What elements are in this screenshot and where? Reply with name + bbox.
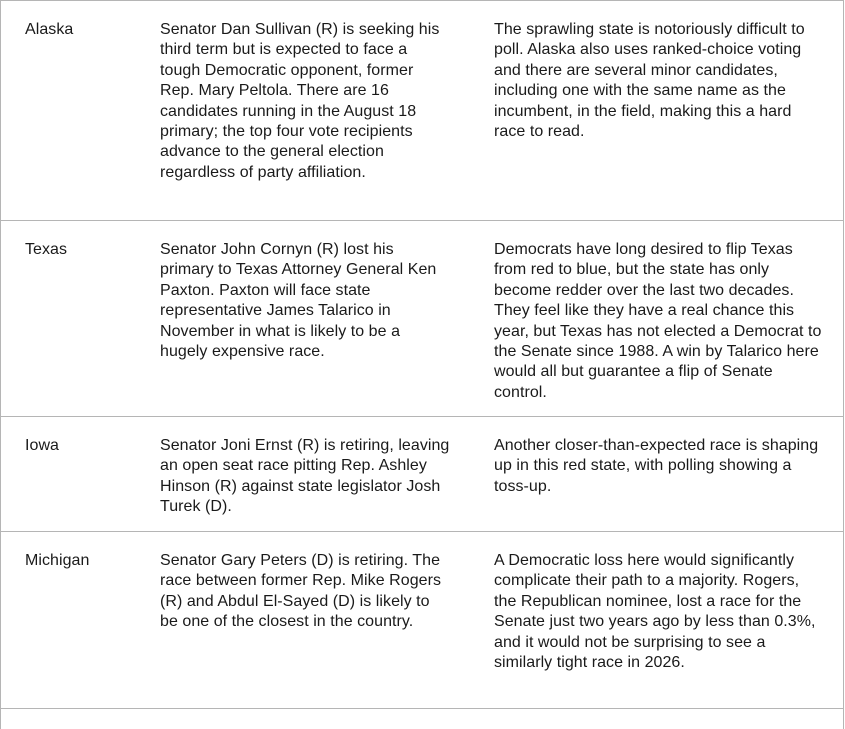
- race-description: Senator Dan Sullivan (R) is seeking his third term but is expected to face a tough Democratic opponent, former Rep. Mary Peltola. There are 16 candidates running in the August 18 primary; the top four vote recipients advance to the general election regardless of party affiliation.: [160, 21, 440, 181]
- race-analysis: Democrats have long desired to flip Texas from red to blue, but the state has only become redder over the last two decades. They feel like they have a real chance this year, but Texas has not elected a Democrat to the Senate since 1988. A win by Talarico here would all but guarantee a flip of Senate control.: [494, 241, 822, 401]
- table-row-partial: [1, 709, 843, 729]
- race-description: Senator Gary Peters (D) is retiring. The race between former Rep. Mike Rogers (R) and Abdul El-Sayed (D) is likely to be one of the closest in the country.: [160, 552, 442, 631]
- race-description: Senator John Cornyn (R) lost his primary to Texas Attorney General Ken Paxton. Paxton will face state representative James Talarico in November in what is likely to be a hugely expensive race.: [160, 241, 437, 361]
- state-name: Michigan: [25, 552, 90, 569]
- state-name: Iowa: [25, 437, 59, 454]
- table-row: [1, 221, 843, 417]
- state-name: Alaska: [25, 21, 74, 38]
- race-analysis: A Democratic loss here would significantly complicate their path to a majority. Rogers, the Republican nominee, lost a race for the Senate just two years ago by less than 0.3%, and it would not be surprising to see a similarly tight race in 2026.: [494, 552, 816, 672]
- table-row: [1, 1, 843, 221]
- race-description: Senator Joni Ernst (R) is retiring, leaving an open seat race pitting Rep. Ashley Hinson (R) against state legislator Josh Turek (D).: [160, 437, 450, 516]
- race-analysis: The sprawling state is notoriously difficult to poll. Alaska also uses ranked-choice voting and there are several minor candidates, including one with the same name as the incumbent, in the field, making this a hard race to read.: [494, 21, 805, 141]
- race-analysis: Another closer-than-expected race is shaping up in this red state, with polling showing a toss-up.: [494, 437, 819, 495]
- state-name: Texas: [25, 241, 68, 258]
- table-row: [1, 532, 843, 709]
- table-row: [1, 417, 843, 532]
